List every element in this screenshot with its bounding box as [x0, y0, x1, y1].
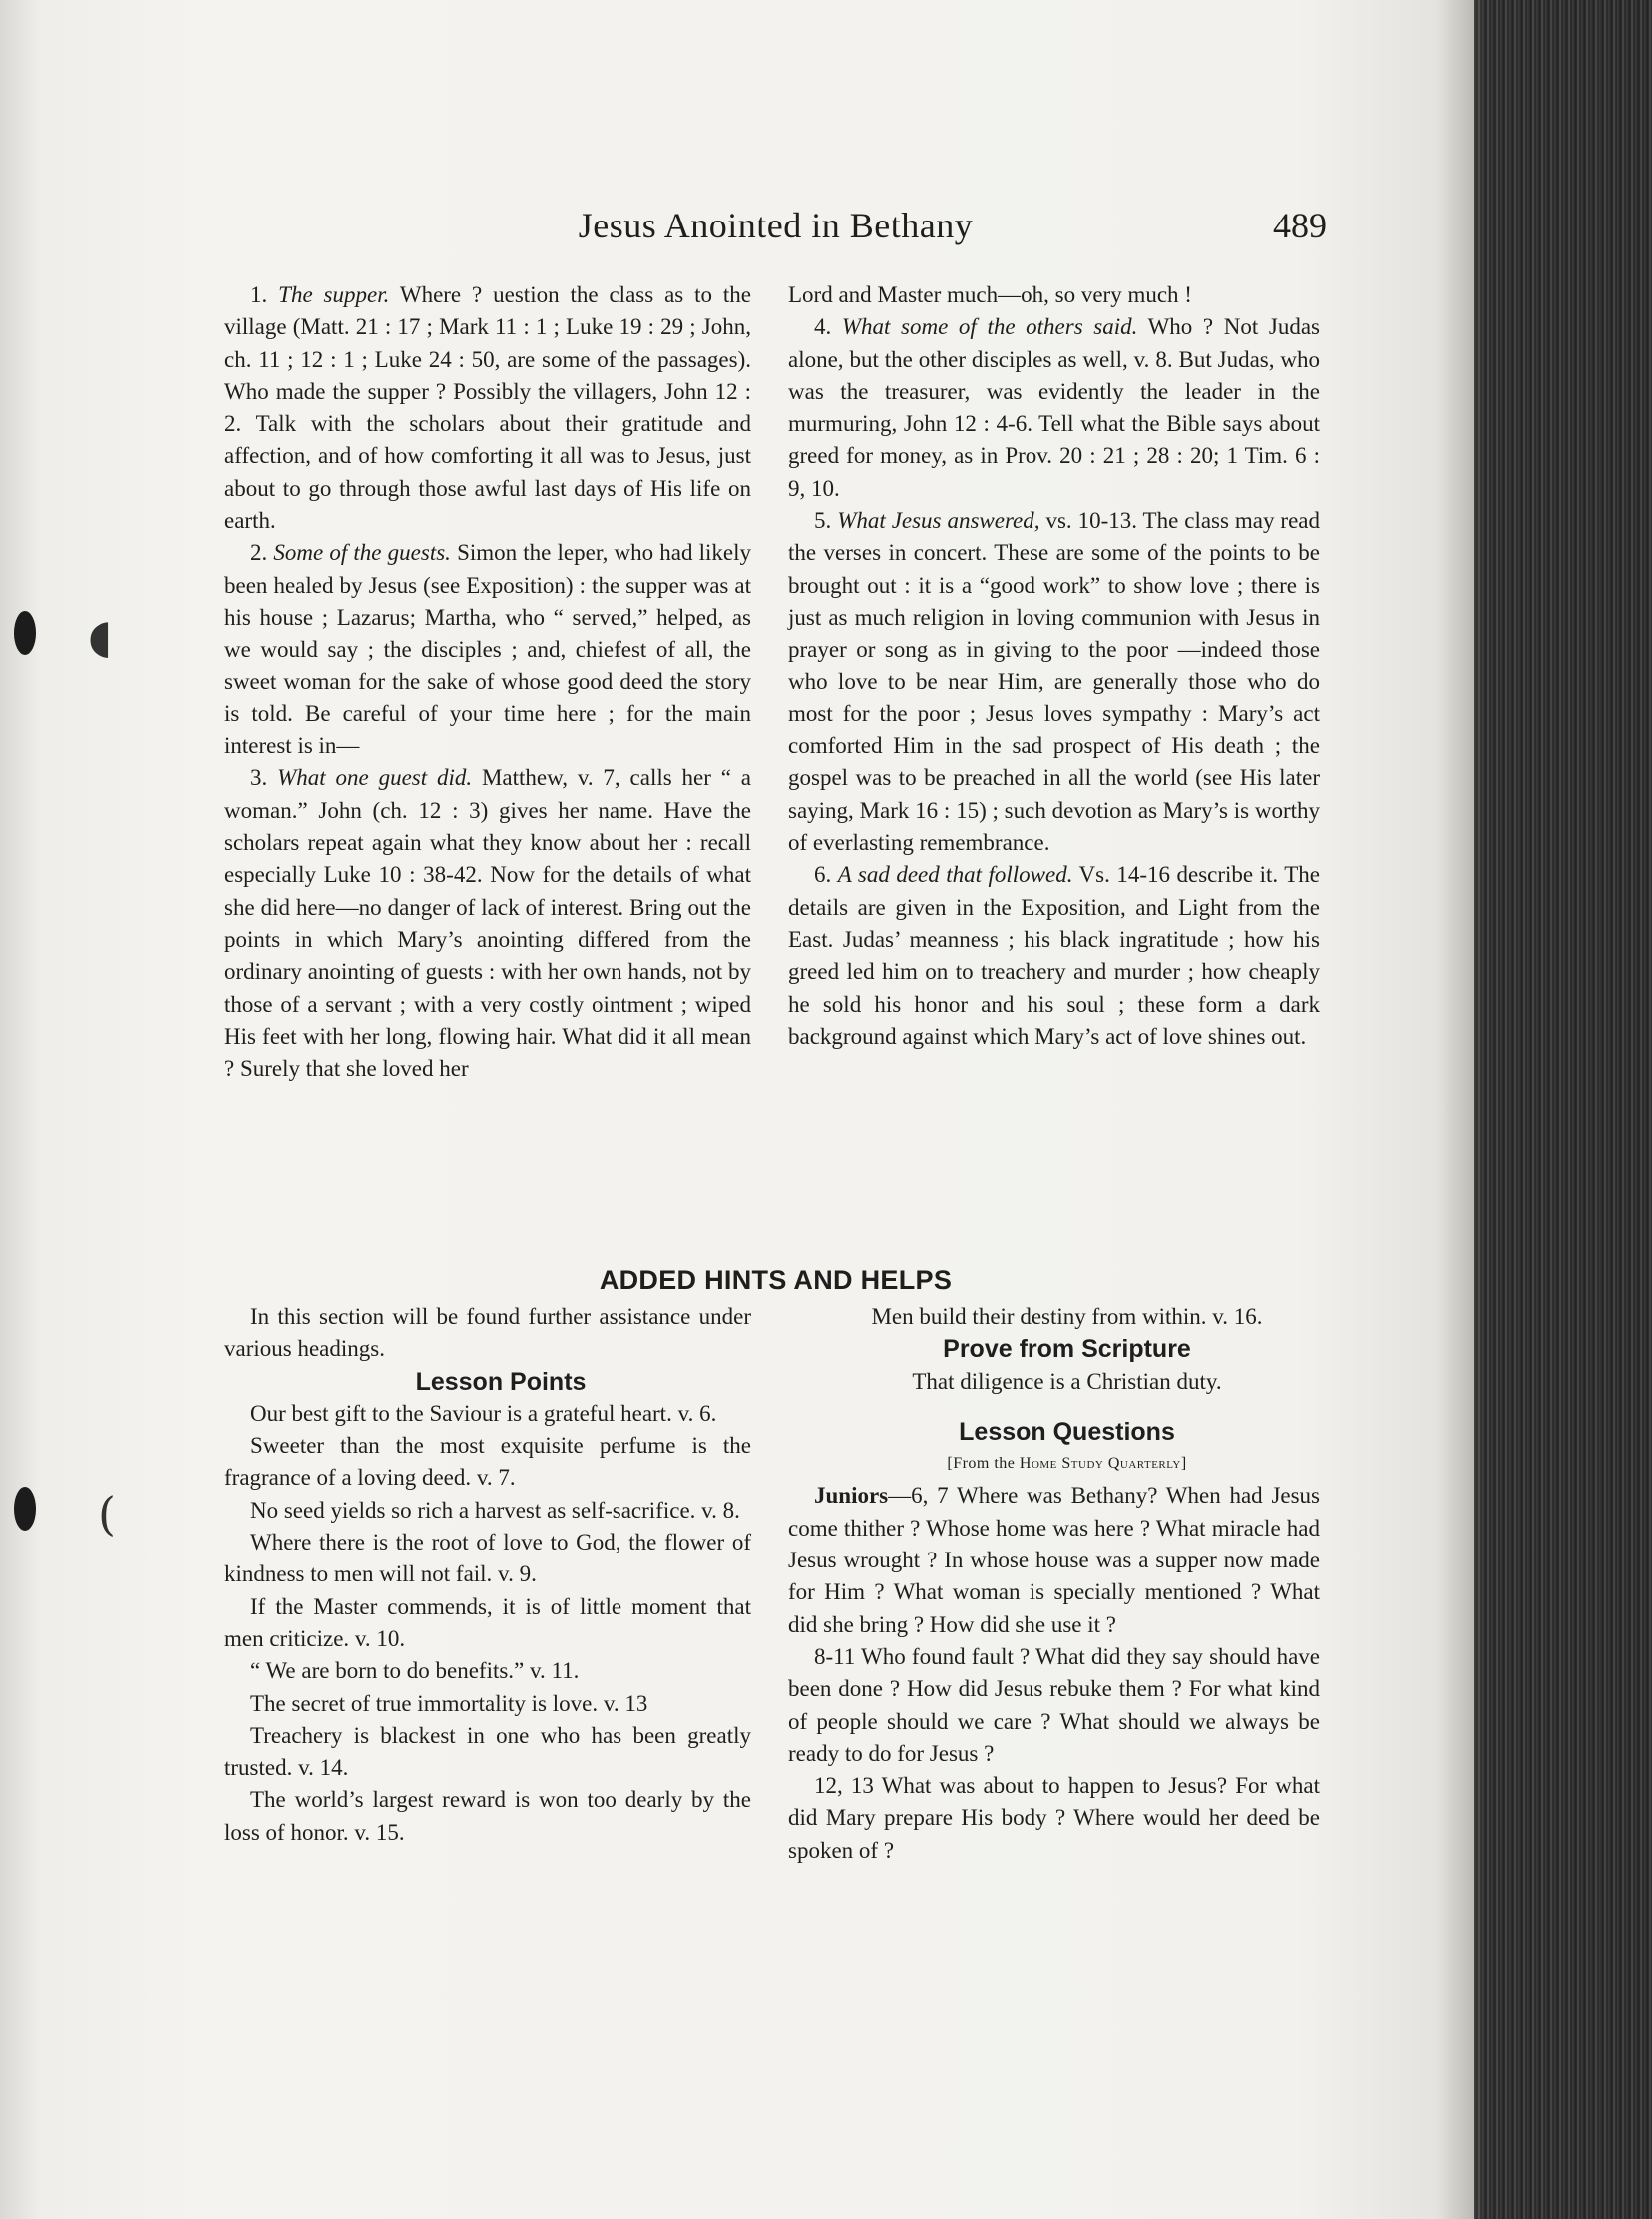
- italic-subhead: Some of the guests.: [273, 540, 451, 566]
- paragraph: 6. A sad deed that followed. Vs. 14-16 describe it. The details are given in the Exposition, and Light from the East. Judas’ meanness ; his black ingratitude ; how his greed led him on to treachery and murder ; how cheaply he sold his honor and his soul ; these form a dark background against which Mary’s act of love shines out.: [788, 862, 1320, 1049]
- list-item: Sweeter than the most exquisite perfume is the fragrance of a loving deed. v. 7.: [224, 1433, 751, 1491]
- question-text: —6, 7 Where was Bethany? When had Jesus come thither ? Whose home was here ? What miracle had Jesus wrought ? In whose house was a supper now made for Him ? What woman is specially mentioned ? What did she bring ? How did she use it ?: [788, 1483, 1320, 1637]
- lesson-point-continued: Men build their destiny from within. v. 16.: [871, 1304, 1263, 1329]
- lesson-questions-heading: Lesson Questions: [959, 1417, 1175, 1446]
- hints-intro: In this section will be found further assistance under various headings.: [224, 1304, 751, 1362]
- list-item: No seed yields so rich a harvest as self-sacrifice. v. 8.: [250, 1497, 740, 1523]
- margin-mark-bottom: (: [98, 1487, 116, 1541]
- running-header: [224, 205, 1327, 254]
- lesson-points-list: [224, 1398, 751, 1849]
- list-item: The secret of true immortality is love. v. 13: [250, 1690, 648, 1716]
- hints-right-column: [788, 1301, 1320, 1867]
- section-heading: ADDED HINTS AND HELPS: [599, 1265, 953, 1295]
- margin-mark-top: ◖: [88, 609, 113, 663]
- list-item: The world’s largest reward is won too dearly by the loss of honor. v. 15.: [224, 1787, 751, 1845]
- source-suffix: ]: [1180, 1455, 1187, 1473]
- list-item: Where there is the root of love to God, the flower of kindness to men will not fail. v. 9.: [224, 1530, 751, 1587]
- hints-left-column: [224, 1301, 751, 1849]
- juniors-label: Juniors: [814, 1483, 889, 1509]
- paragraph: Lord and Master much—oh, so very much !: [788, 282, 1192, 307]
- italic-subhead: What one guest did.: [277, 765, 473, 791]
- italic-subhead: A sad deed that followed.: [837, 862, 1073, 888]
- source-prefix: [From the: [947, 1455, 1020, 1473]
- questions-source: [788, 1448, 1320, 1480]
- italic-subhead: The supper.: [278, 282, 390, 307]
- paragraph: 5. What Jesus answered, vs. 10-13. The class may read the verses in concert. These are some of the points to be brought out : it is a “good work” to show love ; there is just as much religion in loving communion with Jesus in prayer or song as in giving to the poor —indeed those who love to be near Him, are generally those who do most for the poor ; Jesus loves sympathy : Mary’s act comforted Him in the sad prospect of His death ; the gospel was to be preached in all the world (see His later saying, Mark 16 : 15) ; such devotion as Mary’s is worthy of everlasting remembrance.: [788, 508, 1320, 856]
- paragraph: 4. What some of the others said. Who ? Not Judas alone, but the other disciples as well, v. 8. But Judas, who was the treasurer, was evidently the leader in the murmuring, John 12 : 4-6. Tell what the Bible says about greed for money, as in Prov. 20 : 21 ; 28 : 20; 1 Tim. 6 : 9, 10.: [788, 314, 1320, 501]
- italic-subhead: What Jesus answered,: [837, 508, 1040, 534]
- list-item: “ We are born to do benefits.” v. 11.: [250, 1658, 580, 1684]
- paragraph: 1. The supper. Where ? uestion the class as to the village (Matt. 21 : 17 ; Mark 11 : 1 ; Luke 19 : 29 ; John, ch. 11 ; 12 : 1 ; Luke 24 : 50, are some of the passages). Who made the supper ? Possibly the villagers, John 12 : 2. Talk with the scholars about their gratitude and affection, and of how comforting it all was to Jesus, just about to go through those awful last days of His life on earth.: [224, 282, 752, 534]
- page-number: 489: [1273, 206, 1327, 245]
- italic-subhead: What some of the others said.: [841, 314, 1138, 340]
- page-title: Jesus Anointed in Bethany: [578, 206, 974, 245]
- left-column: [224, 279, 751, 1085]
- question-paragraph: 12, 13 What was about to happen to Jesus? For what did Mary prepare His body ? Where would her deed be spoken of ?: [788, 1773, 1320, 1863]
- lesson-points-heading: Lesson Points: [415, 1367, 587, 1396]
- question-paragraph: 8-11 Who found fault ? What did they say should have been done ? How did Jesus rebuke them ? For what kind of people should we care ? What should we always be ready to do for Jesus ?: [788, 1643, 1320, 1766]
- source-name: Home Study Quarterly: [1019, 1455, 1181, 1473]
- list-item: If the Master commends, it is of little moment that men criticize. v. 10.: [224, 1593, 751, 1651]
- right-column: [788, 279, 1320, 1053]
- list-item: Treachery is blackest in one who has been greatly trusted. v. 14.: [224, 1722, 751, 1781]
- prove-text: That diligence is a Christian duty.: [912, 1368, 1222, 1394]
- prove-heading: Prove from Scripture: [943, 1335, 1191, 1364]
- list-item: Our best gift to the Saviour is a grateful heart. v. 6.: [250, 1400, 717, 1426]
- question-paragraph: [788, 1480, 1320, 1640]
- paragraph: 3. What one guest did. Matthew, v. 7, calls her “ a woman.” John (ch. 12 : 3) gives her name. Have the scholars repeat again what they know about her : recall especially Luke 10 : 38-42. Now for the details of what she did here—no danger of lack of interest. Bring out the points in which Mary’s anointing differed from the ordinary anointing of guests : with her own hands, not by those of a servant ; with a very costly ointment ; wiped His feet with her long, flowing hair. What did it all mean ? Surely that she loved her: [224, 765, 752, 1082]
- paragraph: 2. Some of the guests. Simon the leper, who had likely been healed by Jesus (see Exposition) : the supper was at his house ; Lazarus; Martha, who “ served,” helped, as we would say ; the disciples ; and, chiefest of all, the sweet woman for the sake of whose good deed the story is told. Be careful of your time here ; for the main interest is in—: [224, 540, 751, 759]
